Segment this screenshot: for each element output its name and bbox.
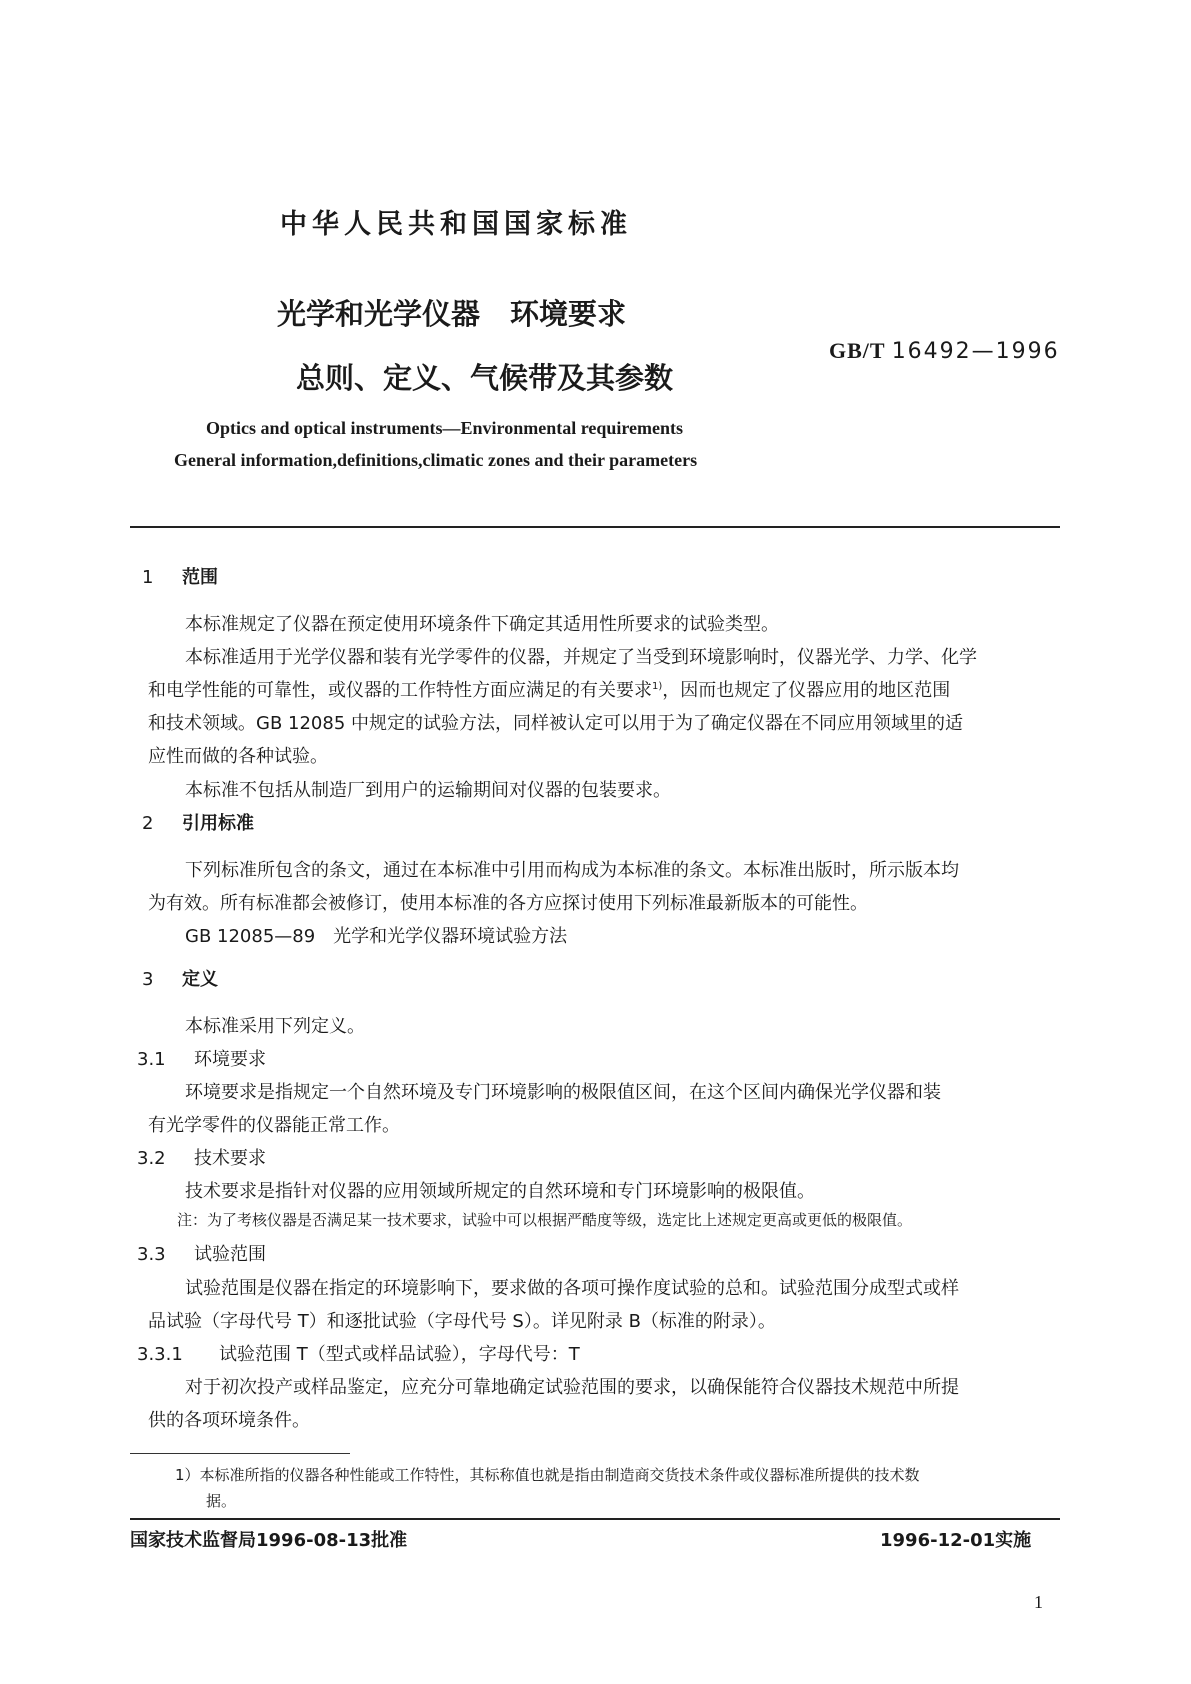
paragraph-line: 有光学零件的仪器能正常工作。: [148, 1115, 400, 1136]
subsection-3-2-heading: [137, 1144, 266, 1170]
paragraph-line: 下列标准所包含的条文，通过在本标准中引用而构成为本标准的条文。本标准出版时，所示版本均: [185, 860, 959, 881]
subsection-title: 技术要求: [194, 1148, 266, 1169]
approval-date: 国家技术监督局1996-08-13批准: [130, 1530, 408, 1551]
section-number: 1: [142, 567, 154, 588]
english-title-line2: General information,definitions,climatic zones and their parameters: [174, 450, 698, 470]
paragraph-line: 试验范围是仪器在指定的环境影响下，要求做的各项可操作度试验的总和。试验范围分成型式或样: [185, 1278, 959, 1299]
section-2-heading: [142, 809, 254, 835]
subsection-number: 3.2: [137, 1148, 166, 1169]
subsection-3-3-heading: [137, 1240, 266, 1266]
reference-entry: GB 12085—89 光学和光学仪器环境试验方法: [185, 926, 568, 947]
paragraph-line: 环境要求是指规定一个自然环境及专门环境影响的极限值区间，在这个区间内确保光学仪器和装: [185, 1082, 941, 1103]
section-3-heading: [142, 965, 218, 991]
document-title-line1: [277, 292, 626, 333]
paragraph-line: 本标准适用于光学仪器和装有光学零件的仪器，并规定了当受到环境影响时，仪器光学、力学、化学: [185, 647, 977, 668]
text-run: 和电学性能的可靠性，或仪器的工作特性方面应满足的有关要求: [148, 680, 652, 701]
english-title-line1: Optics and optical instruments—Environmental requirements: [206, 418, 684, 438]
footnote-ref: 1): [652, 681, 663, 692]
page-number: 1: [1034, 1592, 1043, 1612]
subsection-3-1-heading: [137, 1045, 266, 1071]
subsection-number: 3.3.1: [137, 1344, 183, 1365]
subsection-title: 试验范围 T（型式或样品试验），字母代号：T: [219, 1344, 580, 1365]
paragraph: 本标准采用下列定义。: [185, 1016, 365, 1037]
paragraph-line: 应性而做的各种试验。: [148, 746, 328, 767]
subsection-title: 环境要求: [194, 1049, 266, 1070]
footnote-divider: [130, 1453, 350, 1454]
section-title: 引用标准: [182, 813, 254, 834]
paragraph-line: 为有效。所有标准都会被修订，使用本标准的各方应探讨使用下列标准最新版本的可能性。: [148, 893, 868, 914]
paragraph-line: 品试验（字母代号 T）和逐批试验（字母代号 S）。详见附录 B（标准的附录）。: [148, 1311, 776, 1332]
section-title: 定义: [182, 969, 218, 990]
paragraph: 本标准规定了仪器在预定使用环境条件下确定其适用性所要求的试验类型。: [185, 614, 779, 635]
title-part-env: 环境要求: [510, 297, 627, 331]
national-standard-heading: 中华人民共和国国家标准: [280, 209, 632, 240]
footnote-line: 1）本标准所指的仪器各种性能或工作特性，其标称值也就是指由制造商交货技术条件或仪器标准所提供的技术数: [175, 1466, 920, 1484]
section-number: 2: [142, 813, 154, 834]
subsection-number: 3.1: [137, 1049, 166, 1070]
standard-code: [829, 338, 1060, 364]
subsection-3-3-1-heading: [137, 1340, 580, 1366]
paragraph-line: 对于初次投产或样品鉴定，应充分可靠地确定试验范围的要求，以确保能符合仪器技术规范中所提: [185, 1377, 959, 1398]
paragraph-line: 供的各项环境条件。: [148, 1410, 310, 1431]
title-part-optics: 光学和光学仪器: [277, 297, 481, 331]
paragraph-line: 技术要求是指针对仪器的应用领域所规定的自然环境和专门环境影响的极限值。: [185, 1181, 815, 1202]
subsection-title: 试验范围: [194, 1244, 266, 1265]
note: 注：为了考核仪器是否满足某一技术要求，试验中可以根据严酷度等级，选定比上述规定更高或更低的极限值。: [177, 1211, 913, 1229]
paragraph: 本标准不包括从制造厂到用户的运输期间对仪器的包装要求。: [185, 780, 671, 801]
section-1-heading: [142, 563, 218, 589]
paragraph-line: [148, 676, 950, 702]
document-title-line2: 总则、定义、气候带及其参数: [296, 361, 674, 395]
footer-divider: [130, 1518, 1060, 1520]
effective-date: 1996-12-01实施: [880, 1530, 1032, 1551]
footnote-line: 据。: [206, 1492, 237, 1510]
paragraph-line: 和技术领域。GB 12085 中规定的试验方法，同样被认定可以用于为了确定仪器在不同应用领域里的适: [148, 713, 963, 734]
section-title: 范围: [182, 567, 218, 588]
standard-code-prefix: GB/T: [829, 338, 886, 363]
subsection-number: 3.3: [137, 1244, 166, 1265]
text-run: ，因而也规定了仪器应用的地区范围: [662, 680, 951, 701]
header-divider: [130, 526, 1060, 528]
section-number: 3: [142, 969, 154, 990]
standard-code-number: 16492—1996: [891, 339, 1060, 364]
